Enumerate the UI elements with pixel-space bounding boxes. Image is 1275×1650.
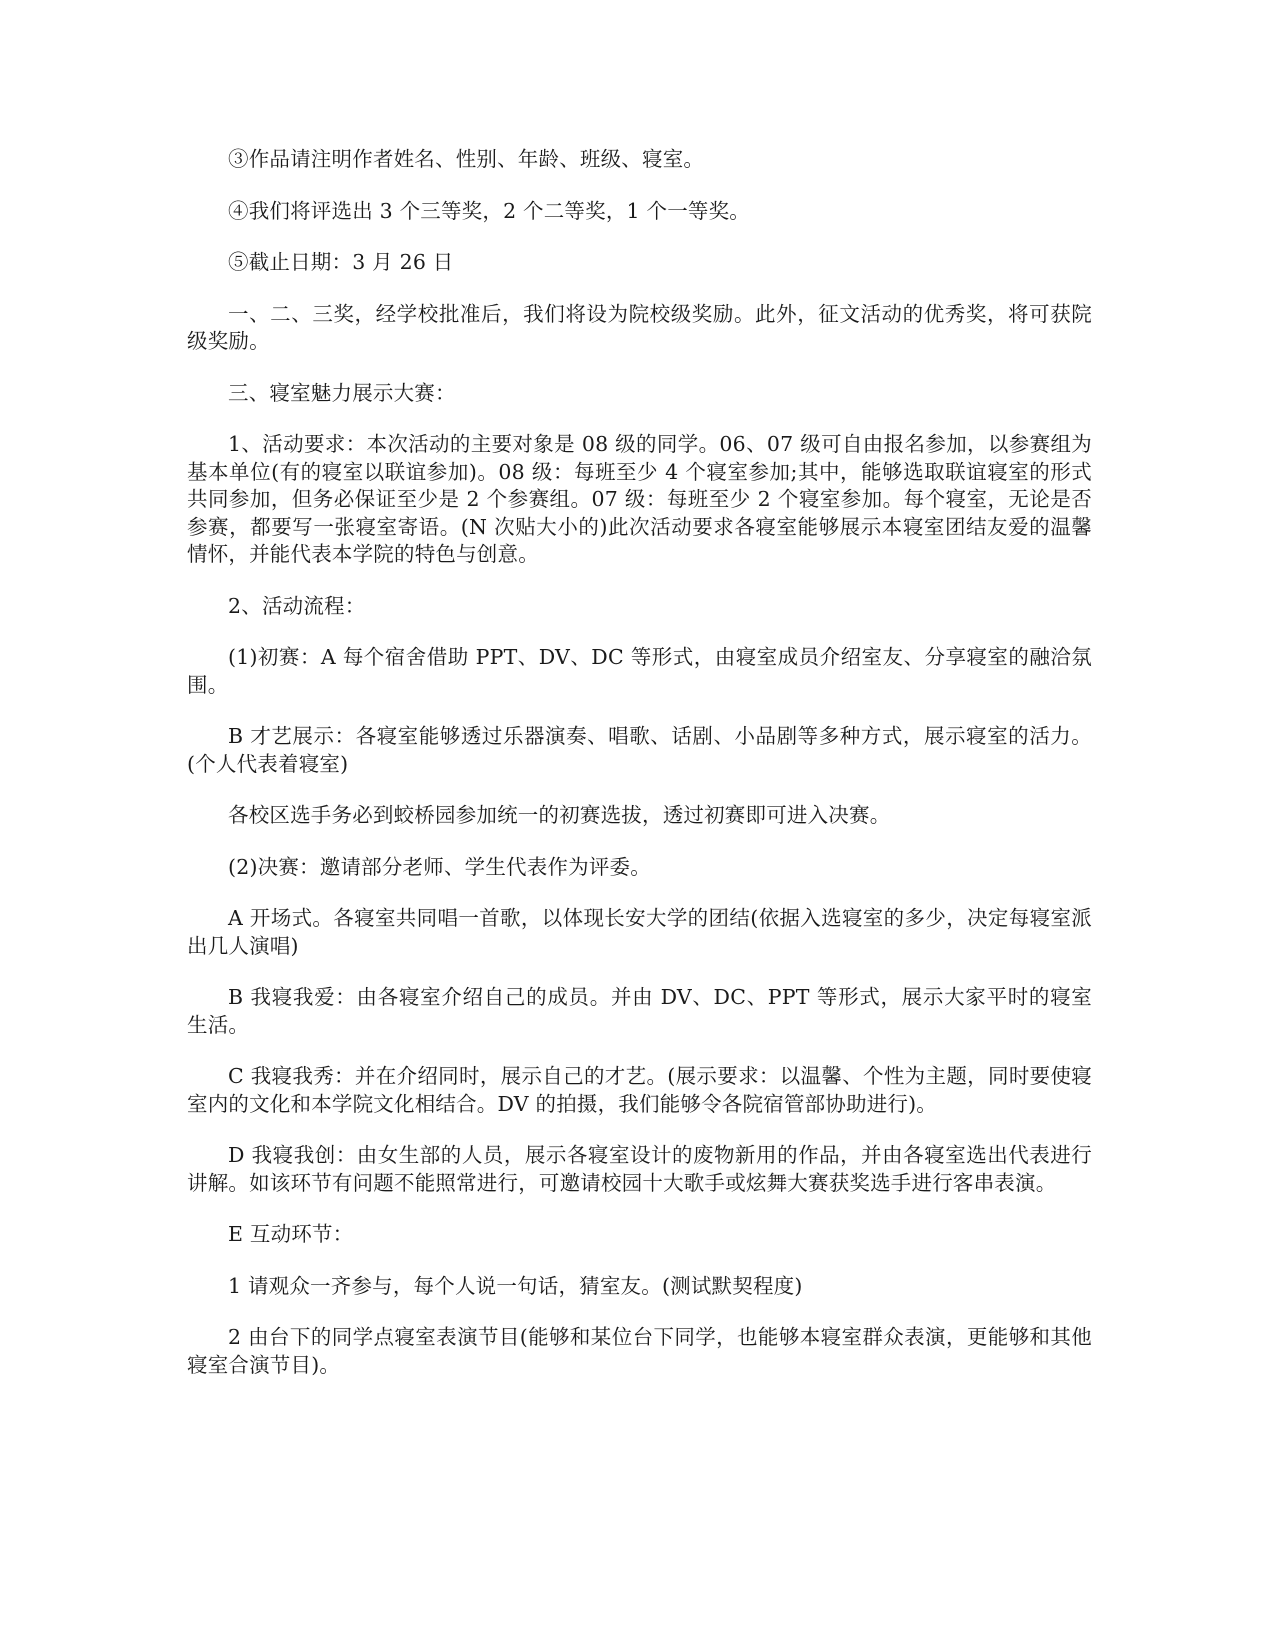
section-heading-dorm-contest: 三、寝室魅力展示大赛： — [228, 380, 456, 405]
document-page — [187, 146, 1092, 1379]
paragraph-final-c: C 我寝我秀：并在介绍同时，展示自己的才艺。(展示要求：以温馨、个性为主题，同时要使寝室内的文化和本学院文化相结合。DV 的拍摄，我们能够令各院宿管部协助进行)。 — [187, 1064, 1092, 1116]
paragraph-interaction-1: 1 请观众一齐参与，每个人说一句话，猜室友。(测试默契程度) — [228, 1273, 803, 1298]
paragraph-item-3: ③作品请注明作者姓名、性别、年龄、班级、寝室。 — [228, 147, 705, 171]
paragraph-preliminary-b: B 才艺展示：各寝室能够透过乐器演奏、唱歌、话剧、小品剧等多种方式，展示寝室的活力。(个人代表着寝室) — [187, 724, 1092, 776]
paragraph-final-heading: (2)决赛：邀请部分老师、学生代表作为评委。 — [228, 854, 651, 879]
paragraph-campus-selection: 各校区选手务必到蛟桥园参加统一的初赛选拔，透过初赛即可进入决赛。 — [228, 803, 891, 827]
paragraph-activity-requirements: 1、活动要求：本次活动的主要对象是 08 级的同学。06、07 级可自由报名参加，以参赛组为基本单位(有的寝室以联谊参加)。08 级：每班至少 4 个寝室参加;其中，能够选取联谊寝室的形式共同参加，但务必保证至少是 2 个参赛组。07 级：每班至少 2 个寝室参加。每个寝室，无论是否参赛，都要写一张寝室寄语。(N 次贴大小的)此次活动要求各寝室能够展示本寝室团结友爱的温馨情怀，并能代表本学院的特色与创意。 — [187, 432, 1092, 566]
paragraph-interaction-2: 2 由台下的同学点寝室表演节目(能够和某位台下同学，也能够本寝室群众表演，更能够和其他寝室合演节目)。 — [187, 1325, 1092, 1377]
paragraph-item-4: ④我们将评选出 3 个三等奖，2 个二等奖，1 个一等奖。 — [228, 198, 750, 223]
paragraph-awards: 一、二、三奖，经学校批准后，我们将设为院校级奖励。此外，征文活动的优秀奖，将可获院级奖励。 — [187, 301, 1092, 353]
paragraph-final-a: A 开场式。各寝室共同唱一首歌，以体现长安大学的团结(依据入选寝室的多少，决定每寝室派出几人演唱) — [187, 906, 1092, 958]
paragraph-final-d: D 我寝我创：由女生部的人员，展示各寝室设计的废物新用的作品，并由各寝室选出代表进行讲解。如该环节有问题不能照常进行，可邀请校园十大歌手或炫舞大赛获奖选手进行客串表演。 — [187, 1143, 1092, 1195]
paragraph-preliminary-a: (1)初赛：A 每个宿舍借助 PPT、DV、DC 等形式，由寝室成员介绍室友、分享寝室的融洽氛围。 — [187, 645, 1092, 697]
paragraph-activity-process-heading: 2、活动流程： — [228, 593, 366, 618]
paragraph-deadline: ⑤截止日期：3 月 26 日 — [228, 250, 454, 274]
paragraph-final-b: B 我寝我爱：由各寝室介绍自己的成员。并由 DV、DC、PPT 等形式，展示大家平时的寝室生活。 — [187, 985, 1092, 1037]
paragraph-final-e: E 互动环节： — [228, 1222, 354, 1246]
